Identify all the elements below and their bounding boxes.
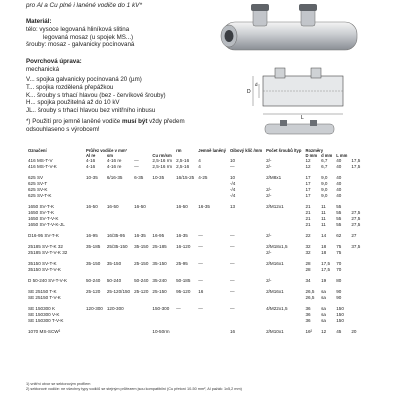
page-title: pro Al a Cu plné i lanéné vodiče do 1 kV* xyxy=(26,2,142,9)
table-cell: 12 xyxy=(321,329,327,334)
table-cell: 9,0 xyxy=(321,181,328,186)
table-cell: 17 xyxy=(305,175,311,180)
spec-table xyxy=(26,147,362,335)
footnotes xyxy=(26,382,242,392)
table-cell: 1070 MS-SCW² xyxy=(28,329,61,334)
table-cell: 34 xyxy=(305,278,311,283)
dimension-drawing xyxy=(245,62,355,120)
table-cell: 4-16 xyxy=(86,164,96,169)
table-cell: 9,0 xyxy=(321,187,328,192)
type-legend xyxy=(26,76,166,115)
table-cell: — xyxy=(198,306,203,311)
table-cell: 35-185 xyxy=(86,244,101,249)
table-cell: 80 xyxy=(336,278,342,283)
table-cell: 25-185 xyxy=(152,244,167,249)
th-al-sm: sm xyxy=(106,153,113,158)
table-cell: 150 xyxy=(336,318,344,323)
table-cell: 1650 SV-T-V-K xyxy=(28,216,59,221)
footnote: 2) sektorové vodiče: ne všechny typy vodičů se stejným průřezem jsou kompatibilní (Cu přetoní 10-50 mm², Al pažák: 1x5,2 mm) xyxy=(26,387,242,391)
table-cell: 11 xyxy=(321,216,326,221)
table-cell: sa xyxy=(321,295,326,300)
table-cell: — xyxy=(176,306,181,311)
table-cell: D 50-240 SV-T-V-K xyxy=(28,278,68,283)
table-cell: 90 xyxy=(336,289,342,294)
table-row xyxy=(26,170,362,181)
table-cell: 2/- xyxy=(266,193,272,198)
table-cell: — xyxy=(229,164,235,169)
table-row xyxy=(26,228,362,239)
table-cell: 40 xyxy=(336,158,342,163)
table-row xyxy=(26,239,362,250)
legend-item: K... šrouby s trhací hlavou (bez - červíkové šrouby) xyxy=(26,91,166,99)
label-d: d xyxy=(255,82,258,87)
table-cell: 2,5-16 rm xyxy=(152,158,173,163)
table-cell: 1650 SV-T-K xyxy=(28,204,55,209)
table-cell: 17 xyxy=(305,181,311,186)
th-designation: Označení xyxy=(28,148,47,153)
table-cell xyxy=(150,199,174,210)
th-al: Al re xyxy=(86,153,96,158)
table-cell: 11 xyxy=(321,210,326,215)
table-cell: SE 150300 K xyxy=(28,306,56,311)
table-cell: 16 xyxy=(229,329,236,334)
table-cell: 95-120 xyxy=(176,289,191,294)
table-cell xyxy=(196,324,228,335)
table-cell: 62 xyxy=(336,233,342,238)
table-cell: 2/- xyxy=(266,164,272,169)
material-heading: Materiál: xyxy=(26,18,52,25)
table-cell: 21 xyxy=(305,210,311,215)
table-cell: 37,5 xyxy=(351,244,361,249)
table-cell: — xyxy=(198,244,203,249)
table-cell: — xyxy=(198,278,203,283)
table-cell: 36 xyxy=(305,312,311,317)
table-cell: 10-35 xyxy=(152,175,165,180)
table-cell: 416 MS-T-V-K xyxy=(28,164,57,169)
label-D: D xyxy=(247,89,251,95)
table-cell: 19 xyxy=(321,278,327,283)
table-cell xyxy=(84,324,105,335)
table-cell: 16² xyxy=(305,329,313,334)
th-D: D mm xyxy=(305,153,318,158)
table-row xyxy=(26,324,362,335)
table-cell: 17,5 xyxy=(321,267,331,272)
table-cell: 40 xyxy=(336,193,342,198)
usage-note xyxy=(26,118,216,134)
legend-item: H... spojka použitelná až do 10 kV xyxy=(26,99,120,107)
table-cell: 12 xyxy=(305,158,311,163)
table-cell: 2/- xyxy=(266,158,272,163)
table-row xyxy=(26,256,362,267)
table-cell: 16-50 xyxy=(106,204,119,209)
legend-item: T... spojka rozdělená přepážkou xyxy=(26,83,114,91)
table-cell xyxy=(349,273,362,284)
table-cell: 28 xyxy=(305,261,311,266)
table-cell: 4 xyxy=(198,158,201,163)
table-cell: 70 xyxy=(336,267,342,272)
table-cell: 55 xyxy=(336,210,342,215)
table-cell: 35150 SV-T-V-K xyxy=(28,267,61,272)
table-cell: 150 xyxy=(336,312,344,317)
table-cell: 1650 SV-T-V-K-JL xyxy=(28,222,65,227)
table-cell: sa xyxy=(321,318,326,323)
table-cell: 25-120/150 xyxy=(106,289,131,294)
note-bold: musí být xyxy=(121,118,148,125)
note-suffix: vždy předem odsouhlaseno s výrobcem! xyxy=(26,118,185,133)
table-cell: 28 xyxy=(305,267,311,272)
connector-thumbnail xyxy=(262,118,337,138)
table-cell: 2/- xyxy=(266,187,272,192)
table-cell: 32 xyxy=(305,250,311,255)
table-cell: 120-300 xyxy=(106,306,124,311)
table-cell: — xyxy=(198,261,203,266)
legend-item: V... spojka galvanicky pocínovaná 20 (µm) xyxy=(26,76,142,83)
table-cell: 16-50 xyxy=(86,204,98,209)
table-cell: 625 SV xyxy=(28,175,44,180)
table-cell: 17,5 xyxy=(351,164,361,169)
footnote: 1) vnitřní otvor se sektorovým profilem xyxy=(26,382,91,386)
table-cell: 22 xyxy=(305,233,311,238)
table-cell: 36 xyxy=(305,306,311,311)
table-cell: 17 xyxy=(305,187,311,192)
table-cell: 2/M16x1 xyxy=(266,261,284,266)
table-cell: 40 xyxy=(336,164,342,169)
table-cell: 75 xyxy=(336,250,342,255)
table-cell: 625 SV-T xyxy=(28,181,48,186)
table-cell: 2/- xyxy=(266,250,272,255)
table-cell: 416 MS-T-V xyxy=(28,158,53,163)
table-cell: 25-95 xyxy=(176,261,188,266)
table-cell: 27,5 xyxy=(351,216,361,221)
table-cell: 40 xyxy=(336,187,342,192)
table-cell xyxy=(174,324,196,335)
table-cell xyxy=(349,301,362,312)
table-cell: 2/M18x1,5 xyxy=(266,244,288,249)
table-cell: 25/35-150 xyxy=(106,244,128,249)
table-cell: 10 xyxy=(229,158,236,163)
table-cell: 16/15-25 xyxy=(176,175,195,180)
table-cell: 2/M10x1 xyxy=(266,329,284,334)
th-d: d mm xyxy=(321,153,333,158)
table-cell: 6,7 xyxy=(321,158,328,163)
table-cell xyxy=(349,170,362,181)
table-cell: sa xyxy=(321,289,326,294)
table-cell: 2,5-16 rm xyxy=(152,164,173,169)
table-cell: 35-150 xyxy=(152,261,167,266)
table-cell xyxy=(349,256,362,267)
table-cell: 4-16 re xyxy=(106,158,122,163)
material-section xyxy=(26,18,134,49)
table-cell: 25185 SV-T-V-K 32 xyxy=(28,250,68,255)
table-cell: SE 25150 T-V-K xyxy=(28,295,61,300)
table-cell: 26,5 xyxy=(305,289,315,294)
table-cell: 10 xyxy=(229,175,236,180)
table-cell: 25-150 xyxy=(152,289,167,294)
table-cell: 35-150 xyxy=(86,261,101,266)
material-line: šrouby: mosaz - galvanicky pocínovaná xyxy=(26,41,135,49)
table-cell: 4 xyxy=(198,164,201,169)
table-cell: 6,7 xyxy=(321,164,328,169)
table-cell: 26,5 xyxy=(305,295,315,300)
table-cell: — xyxy=(229,244,235,249)
table-cell: 25185 SV-T-K 32 xyxy=(28,244,63,249)
table-cell: 625 SV-K xyxy=(28,187,48,192)
table-cell: 55 xyxy=(336,222,342,227)
th-L: L mm xyxy=(336,153,348,158)
table-cell: 2,5-16 xyxy=(176,164,190,169)
table-cell: 40 xyxy=(336,175,342,180)
table-cell: SE 150300 T-V-K xyxy=(28,318,64,323)
table-cell: 14 xyxy=(321,233,327,238)
table-cell: 4-16 xyxy=(86,158,96,163)
table-cell: 2/M8x1 xyxy=(266,175,282,180)
table-cell: 50-240 xyxy=(106,278,122,283)
table-cell: 27,5 xyxy=(351,210,361,215)
table-cell: 21 xyxy=(305,222,311,227)
table-cell: 2/M12x1 xyxy=(266,204,284,209)
table-cell: 6/16-35 xyxy=(106,175,123,180)
table-cell: 17,5 xyxy=(351,158,361,163)
th-cross-section: Průřez vodiče v mm² xyxy=(86,148,127,153)
th-wrench: Oibový klíč /mm xyxy=(229,148,263,153)
table-cell: 35150 SV-T-K xyxy=(28,261,57,266)
table-cell: — xyxy=(134,164,139,169)
table-cell: 25-120 xyxy=(134,289,149,294)
legend-item: JL.. šrouby s trhací hlavou bez vnitřního inbusu xyxy=(26,107,156,115)
table-cell: 6-35 xyxy=(134,175,144,180)
table-cell: 90 xyxy=(336,295,342,300)
th-cu-rm: rm xyxy=(176,148,182,153)
table-cell xyxy=(132,301,150,312)
table-cell: 16-95 xyxy=(86,233,98,238)
table-cell: 12 xyxy=(305,164,311,169)
table-cell: sa xyxy=(321,312,326,317)
th-screws: Počet šroubů /typ xyxy=(266,148,302,153)
table-cell: 150 xyxy=(336,306,344,311)
table-cell: 2/- xyxy=(266,278,272,283)
table-cell: 21 xyxy=(305,216,311,221)
surface-section xyxy=(26,58,82,74)
table-cell: -/4 xyxy=(229,187,236,192)
table-cell: D16-95 SV-T-K xyxy=(28,233,59,238)
table-cell: 1650 SV-T-K xyxy=(28,210,55,215)
table-cell: — xyxy=(229,289,235,294)
table-cell: 9,0 xyxy=(321,193,328,198)
table-cell: -/4 xyxy=(229,181,236,186)
table-cell: 4-25 xyxy=(198,175,208,180)
table-cell: 36 xyxy=(305,318,311,323)
table-cell: 50-240 xyxy=(134,278,149,283)
table-cell: sa xyxy=(321,306,326,311)
table-cell: 35-150 xyxy=(106,261,122,266)
table-cell: 120-300 xyxy=(86,306,103,311)
table-cell: 16-35 xyxy=(134,233,146,238)
surface-value: mechanická xyxy=(26,65,60,73)
table-cell: 55 xyxy=(336,204,342,209)
table-cell: 17,5 xyxy=(321,261,331,266)
table-row xyxy=(26,199,362,210)
th-fine: Jemně laněný xyxy=(198,148,226,153)
material-line: télo: vysoce legovaná hliníková slitina xyxy=(26,25,130,33)
note-prefix: *) Použití pro jemně laněné vodiče xyxy=(26,118,121,125)
table-cell: 17 xyxy=(305,193,311,198)
table-cell: 25-150 xyxy=(134,261,149,266)
table-cell: 16 xyxy=(198,289,204,294)
connector-photo xyxy=(215,0,365,60)
table-cell: 2/- xyxy=(266,233,272,238)
surface-heading: Povrchová úprava: xyxy=(26,58,82,65)
table-cell: 18 xyxy=(321,250,327,255)
table-cell: 13 xyxy=(229,204,236,209)
table-cell xyxy=(105,324,132,335)
th-dimensions: Rozměry xyxy=(305,148,324,153)
table-cell: 10-50rm xyxy=(152,329,170,334)
table-cell xyxy=(349,199,362,210)
table-cell: SE 150300 V-K xyxy=(28,312,60,317)
table-cell: 18 xyxy=(321,244,327,249)
table-cell: 11 xyxy=(321,204,326,209)
table-cell: 55 xyxy=(336,216,342,221)
table-cell: 16-120 xyxy=(176,244,191,249)
material-line: legovaná mosaz (u spojek MS...) xyxy=(43,33,134,41)
table-cell: — xyxy=(229,233,235,238)
table-cell: 32 xyxy=(305,244,311,249)
table-cell: — xyxy=(229,261,235,266)
table-cell: 21 xyxy=(305,204,311,209)
table-cell: 625 SV-T-K xyxy=(28,193,52,198)
table-cell: 16-50 xyxy=(134,204,146,209)
table-cell: -/4 xyxy=(229,193,236,198)
table-cell: — xyxy=(198,233,203,238)
table-cell: 11 xyxy=(321,222,326,227)
label-L: L xyxy=(301,115,304,120)
table-cell: 35-240 xyxy=(152,278,167,283)
table-cell: 25-120 xyxy=(86,289,101,294)
table-cell: 16-35 xyxy=(198,204,210,209)
table-cell: 40 xyxy=(336,181,342,186)
table-cell: SE 25150 T-K xyxy=(28,289,57,294)
table-cell: 16/35-95 xyxy=(106,233,125,238)
table-cell: 75 xyxy=(336,244,342,249)
table-cell: — xyxy=(134,158,139,163)
table-row xyxy=(26,301,362,312)
table-cell: 50-185 xyxy=(176,278,191,283)
table-cell: 20 xyxy=(351,329,357,334)
table-cell xyxy=(349,284,362,295)
table-cell: — xyxy=(229,306,235,311)
table-cell: 35-150 xyxy=(134,244,149,249)
table-cell: 2/M16x1 xyxy=(266,289,284,294)
table-cell: 10-35 xyxy=(86,175,98,180)
table-cell xyxy=(132,324,150,335)
table-cell: — xyxy=(229,278,235,283)
table-cell: 9,0 xyxy=(321,175,328,180)
table-cell: 16-35 xyxy=(176,233,188,238)
table-cell: 16-50 xyxy=(176,204,188,209)
table-cell: 70 xyxy=(336,261,342,266)
table-cell: 27 xyxy=(351,233,357,238)
table-cell: 4/M22x1,5 xyxy=(266,306,288,311)
table-cell: 150-300 xyxy=(152,306,170,311)
table-cell: 45 xyxy=(336,329,342,334)
table-cell: 4-16 re xyxy=(106,164,122,169)
table-cell: 50-240 xyxy=(86,278,101,283)
table-cell: 2,5-16 xyxy=(176,158,190,163)
table-cell: 27,5 xyxy=(351,222,361,227)
table-row xyxy=(26,273,362,284)
table-cell: 16-95 xyxy=(152,233,165,238)
th-cu: Cu rm/sm xyxy=(152,153,172,158)
table-row xyxy=(26,284,362,295)
